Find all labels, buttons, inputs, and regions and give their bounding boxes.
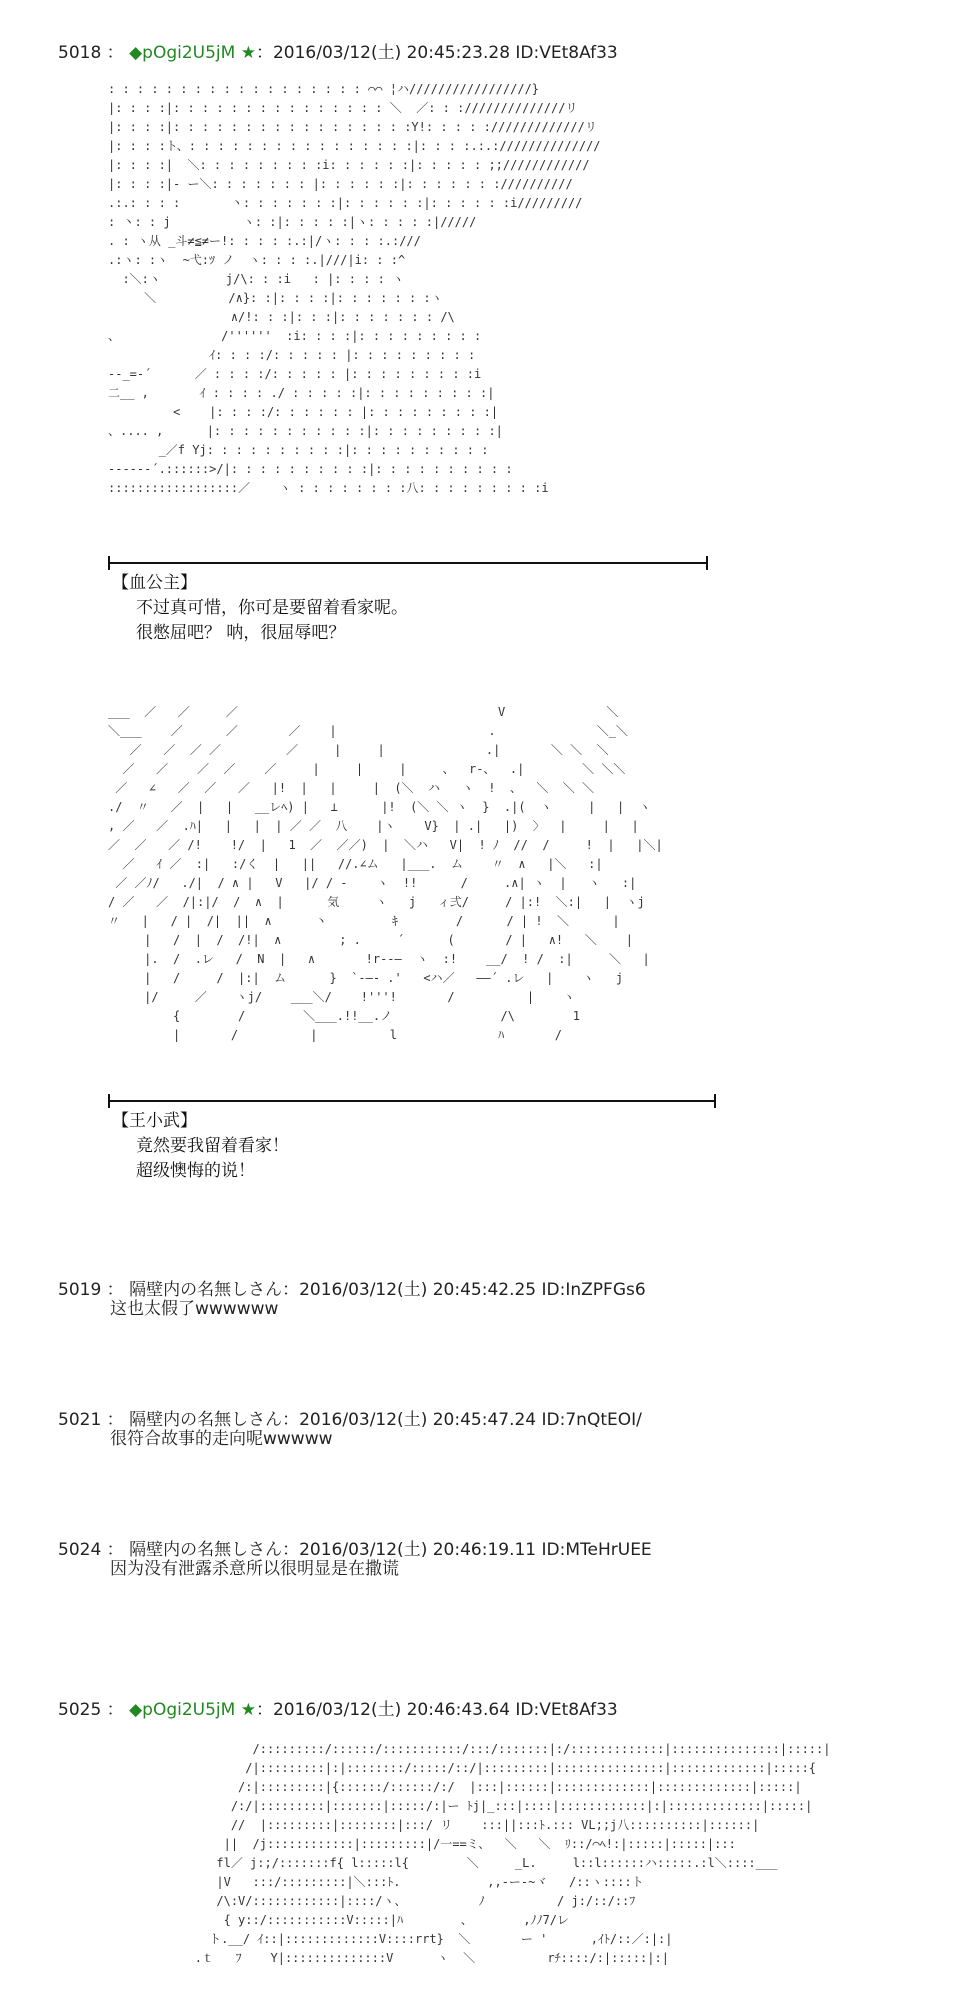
- ascii-art-2: ___ ／ ／ ／ V ＼ ＼___ ／ ／ ／ | . ＼_＼ ／ ／ ／ ／ ／ | | .| ＼ ＼ ＼ ／ ／ ／ ／ ／ | | | 、 r‐、 .| ＼ ＼＼ ／ ∠ ／ ／ ／ |! | | | (＼ ハ ヽ ! 、 ＼ ＼ ＼ ./ 〃 ／ | | __レﾍ) | ⊥ |! (＼ ＼ ヽ } .|( ヽ | | ヽ , ／ ／ .ﾊ| | | | ／ ／ 八 |ヽ V} | .| |) 〉 | | | ／ ／ ／ /! !/ | 1 ／ ／／) | ＼ハ V| ! ﾉ // / ! | |＼| ／ ｲ ／ :| :/く | || //.∠ム |___. ム 〃 ∧ |＼ :| ／ ／ﾉ/ ./| / ∧ | V |/ / ‐ ヽ !! / .∧| ヽ | ヽ :| / ／ ／ /|:|/ / ∧ | 気 ヽ j ィ弍/ / |:! ＼:| | ヽj 〃 | / | /| || ∧ 丶 ｷ / / | ! ＼ | | / | / /!| ∧ ; . ´ ( / | ∧! ＼ | |. / .レ / N | ∧ !r‐‐― ヽ :! __/ ! / :| ＼ | | / / |:| ム } `-―‐ .' <ハ／ ――´ .レ | ヽ j |/ ／ ヽj/ ___＼/ !'''! / | ヽ { / ＼___.!!__.ノ /\ 1 | / | l ﾊ /: [108, 705, 663, 1042]
- post-number: 5018: [58, 43, 102, 63]
- post-separator: ：: [106, 1540, 124, 1560]
- post-author-name[interactable]: pOgi2U5jM: [142, 1700, 236, 1720]
- dialogue-line: 竟然要我留着看家！: [136, 1136, 289, 1156]
- post-text: 很符合故事的走向呢wwwww: [110, 1429, 333, 1449]
- dialogue-line: 很憋屈吧？ 呐，很屈辱吧？: [136, 623, 346, 643]
- post-separator: ：: [106, 1700, 124, 1720]
- post-author-name[interactable]: pOgi2U5jM: [142, 43, 236, 63]
- post-date: ：2016/03/12(土) 20:46:43.64 ID:VEt8Af33: [255, 1700, 618, 1720]
- post-separator: ：: [106, 1280, 124, 1300]
- post-date: ：2016/03/12(土) 20:45:47.24 ID:7nQtEOI/: [282, 1410, 642, 1430]
- dialogue-line: 不过真可惜，你可是要留着看家呢。: [136, 598, 408, 618]
- divider-cap-right: [706, 556, 708, 570]
- dialogue-box-1: [112, 571, 408, 646]
- post-separator: ：: [106, 43, 124, 63]
- divider-cap-left: [108, 556, 110, 570]
- ascii-art-1: : : : : : : : : : : : : : : : : : : ⌒⌒ ¦ハ/////////////////} |: : : :|: : : : : : : : : : : : : : : ＼ ／: : ://////////////リ |: : : :|: : : : : : : : : : : : : : : : :Y!: : : : ://///////////リ |: : : :ト、: : : : : : : : : : : : : : : :|: : : :.:.:////////////// |: : : :| ＼: : : : : : : : :i: : : : : :|: : : : : ;;//////////// |: : : :|- ー＼: : : : : : : |: : : : : :|: : : : : : :////////// .:.: : : : 丶: : : : : : :|: : : : : :|: : : : : :i///////// : 丶: : j ヽ: :|: : : : :|ヽ: : : : :|///// . : ヽ从 _斗≠≦≠ー!: : : : :.:|/ヽ: : : :.:/// .:ヽ: :ヽ ~弋:ﾂ ノ ヽ: : : :.|///|i: : :^ :＼:ヽ j/\: : :i : |: : : : ヽ ＼ /∧}: :|: : : :|: : : : : : :ヽ ∧/!: : :|: : :|: : : : : : : /\ 、 /'''''' :i: : : :|: : : : : : : : : ｲ: : : :/: : : : : |: : : : : : : : : --_=-´ ／ : : : :/: : : : : |: : : : : : : : :i 二__ , ｲ : : : : ./ : : : : :|: : : : : : : : :| < |: : : :/: : : : : : |: : : : : : : : :| 、.... , |: : : : : : : : : : :|: : : : : : : : :| _／f Yj: : : : : : : : : :|: : : : : : : : : : ------´.::::::>/|: : : : : : : : : :|: : : : : : : : : : ::::::::::::::::::／ ヽ : : : : : : : :八: : : : : : : : :i: [108, 82, 601, 495]
- post-body-5024: [110, 1557, 399, 1582]
- star-icon: ★: [240, 1700, 256, 1720]
- dialogue-box-2: [112, 1109, 289, 1184]
- trip-diamond-icon: ◆: [129, 43, 143, 63]
- post-number: 5021: [58, 1410, 102, 1430]
- ascii-art-3: /:::::::::/::::::/:::::::::::/:::/:::::::|:/:::::::::::::|:::::::::::::::|:::::| /|:::::::::|:|::::::::/:::::/::/|:::::::::|:::::::::::::::|:::::::::::::|:::::{ /:|:::::::::|{::::::/::::::/:/ |:::|::::::|:::::::::::::|:::::::::::::|:::::| /:/|:::::::::|:::::::|:::::/:|ー ﾄj|_:::|::::|::::::::::::|:|:::::::::::::|:::::| // |:::::::::|::::::::|:::/ リ :::||:::ﾄ.::: VL;;j八::::::::::|::::::| || /j::::::::::::|:::::::::|/一==ミ、 ＼ ＼ ﾘ::/⌒ﾍ!:|:::::|:::::|::: fl／ j:;/:::::::f{ l:::::l{ ＼ _L. l::l::::::ハ:::::.:l＼::::___ |V :::/:::::::::|＼:::ﾄ. ,,-ー‐~ヾ /::ヽ::::ト /\:V/::::::::::::|::::/ヽ、 ﾉ / j:/::/::ﾌ { y::/:::::::::::V:::::|ﾊ 、 ,ﾉﾉ7/レ ト.__/ ｲ::|:::::::::::::V::::rrt} ＼ ー ' ,ｲﾄ/::／:|:| .ｔ ﾌ Y|::::::::::::::V ヽ ＼ rﾁ::::/:|:::::|:|: [194, 1742, 831, 1965]
- post-author-name[interactable]: 隔壁内の名無しさん: [129, 1540, 283, 1560]
- speaker-name: 【血公主】: [112, 573, 197, 593]
- post-body-5021: [110, 1427, 333, 1452]
- post-header-5018: [58, 38, 618, 63]
- post-text: 这也太假了wwwwww: [110, 1299, 279, 1319]
- post-header-5025: [58, 1695, 618, 1720]
- dialogue-divider: [108, 562, 708, 564]
- post-number: 5025: [58, 1700, 102, 1720]
- post-number: 5019: [58, 1280, 102, 1300]
- divider-cap-left: [108, 1094, 110, 1108]
- trip-diamond-icon: ◆: [129, 1700, 143, 1720]
- post-date: ：2016/03/12(土) 20:45:23.28 ID:VEt8Af33: [255, 43, 618, 63]
- post-body-5019: [110, 1297, 278, 1322]
- speaker-name: 【王小武】: [112, 1111, 197, 1131]
- post-author-name[interactable]: 隔壁内の名無しさん: [129, 1410, 283, 1430]
- star-icon: ★: [240, 43, 256, 63]
- post-author-name[interactable]: 隔壁内の名無しさん: [129, 1280, 283, 1300]
- post-number: 5024: [58, 1540, 102, 1560]
- post-date: ：2016/03/12(土) 20:45:42.25 ID:InZPFGs6: [282, 1280, 646, 1300]
- dialogue-line: 超级懊悔的说！: [136, 1161, 255, 1181]
- dialogue-divider: [108, 1100, 716, 1102]
- post-text: 因为没有泄露杀意所以很明显是在撒谎: [110, 1559, 399, 1579]
- divider-cap-right: [714, 1094, 716, 1108]
- post-separator: ：: [106, 1410, 124, 1430]
- post-date: ：2016/03/12(土) 20:46:19.11 ID:MTeHrUEE: [282, 1540, 652, 1560]
